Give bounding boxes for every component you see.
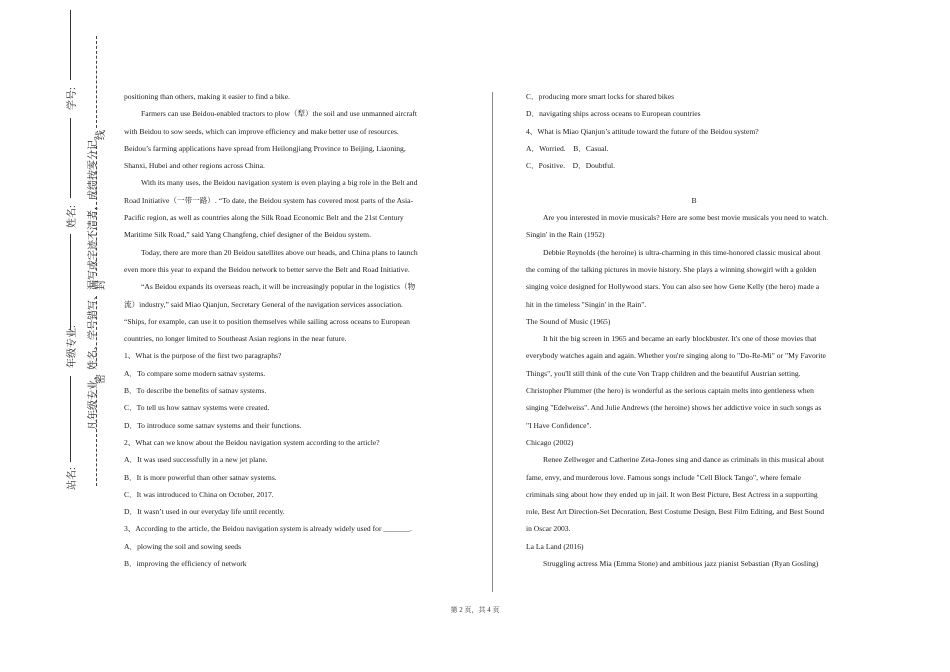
left-column — [124, 88, 480, 572]
option-3a: A．plowing the soil and sowing seeds — [124, 541, 242, 551]
seal-line-mid — [96, 296, 97, 366]
right-line: Debbie Reynolds (the heroine) is ultra-charming in this time-honored classic musical about — [543, 247, 821, 257]
option-3d: D．navigating ships across oceans to European countries — [526, 109, 701, 119]
station-line — [70, 376, 71, 462]
right-line: fame, envy, and murderous love. Famous songs include "Cell Block Tango", where female — [526, 472, 801, 482]
right-line: Are you interested in movie musicals? Here are some best movie musicals you need to watch. — [543, 213, 829, 223]
movie-title: Singin' in the Rain (1952) — [526, 230, 605, 240]
option-2c: C．It was introduced to China on October, 2017. — [124, 489, 274, 499]
left-line: With its many uses, the Beidou navigation system is even playing a big role in the Belt and — [141, 178, 418, 188]
right-line: role, Best Art Direction-Set Decoration, Best Costume Design, Best Film Editing, and Best Sound — [526, 507, 825, 517]
right-line: criminals sing about how they ended up in jail. It won Best Picture, Best Actress in a supporting — [526, 489, 818, 499]
right-line: the coming of the talking pictures in movie history. She plays a winning showgirl with a golden — [526, 264, 817, 274]
right-line: Struggling actress Mia (Emma Stone) and ambitious jazz pianist Sebastian (Ryan Gosling) — [543, 559, 819, 569]
seal-line-mid-upper — [96, 146, 97, 276]
question-4: 4、What is Miao Qianjun’s attitude toward the future of the Beidou system? — [526, 126, 759, 136]
left-line: 流）industry,” said Miao Qianjun, Secretary General of the navigation services association. — [124, 299, 403, 309]
left-line: Shanxi, Hubei and other regions across China. — [124, 161, 265, 171]
option-2a: A．It was used successfully in a new jet plane. — [124, 455, 268, 465]
left-line: Maritime Silk Road,” said Yang Changfeng, chief designer of the Beidou system. — [124, 230, 371, 240]
grade-major-label: 年级专业: — [67, 325, 78, 368]
left-line: with Beidou to sow seeds, which can improve efficiency and make better use of resources. — [124, 126, 399, 136]
column-divider — [492, 92, 493, 592]
movie-title: Chicago (2002) — [526, 437, 574, 447]
right-line: in Oscar 2003. — [526, 524, 571, 534]
left-line: “As Beidou expands its overseas reach, it will be increasingly popular in the logistics（物 — [141, 282, 416, 292]
right-line: singing voice designed for Hollywood stars. You can also see how Gene Kelly (the hero) made a — [526, 282, 820, 292]
question-1: 1、What is the purpose of the first two paragraphs? — [124, 351, 282, 361]
question-2: 2、What can we know about the Beidou navigation system according to the article? — [124, 437, 380, 447]
mi-mark: 密 — [96, 374, 107, 384]
student-id-line — [70, 10, 71, 80]
left-line: even more this year to expand the Beidou network to better serve the Belt and Road Initiative. — [124, 264, 410, 274]
right-line: everybody watches again and again. Whether you're singing along to "Do-Re-Mi" or "My Favorite — [526, 351, 826, 361]
student-id-label: 学号: — [67, 87, 78, 110]
option-1b: B．To describe the benefits of satnav systems. — [124, 386, 267, 396]
page-number: 第 2 页，共 4 页 — [450, 606, 500, 614]
binding-margin — [0, 0, 110, 672]
option-2b: B．It is more powerful than other satnav systems. — [124, 472, 277, 482]
blank-line — [526, 174, 862, 191]
xian-mark: 线 — [96, 130, 107, 140]
movie-title: La La Land (2016) — [526, 541, 584, 551]
right-line: Christopher Plummer (the hero) is wonderful as the serious captain melts into gentleness when — [526, 386, 814, 396]
seal-line-top — [96, 36, 97, 128]
right-line: singing "Edelweiss". And Julie Andrews (the heroine) shows her addictive voice in such songs as — [526, 403, 822, 413]
name-label: 姓名: — [67, 205, 78, 228]
option-4cd: C．Positive. D．Doubtful. — [526, 161, 616, 171]
option-1c: C．To tell us how satnav systems were created. — [124, 403, 270, 413]
option-1d: D．To introduce some satnav systems and their functions. — [124, 420, 302, 430]
notice-text: 凡年级专业、姓名、学号错写、漏写或字迹不清者，成绩按零分记。 — [88, 130, 99, 430]
grade-major-line — [70, 234, 71, 330]
left-line: Beidou’s farming applications have spread from Heilongjiang Province to Beijing, Liaoning, — [124, 143, 406, 153]
left-line: “Ships, for example, can use it to position themselves while sailing across oceans to European — [124, 316, 410, 326]
right-line: Things", you'll still think of the cute Von Trapp children and the beautiful Austrian setting. — [526, 368, 801, 378]
movie-title: The Sound of Music (1965) — [526, 316, 611, 326]
name-line — [70, 118, 71, 198]
right-line: It hit the big screen in 1965 and became an early blockbuster. It's one of those movies that — [543, 334, 817, 344]
station-label: 站名: — [67, 467, 78, 490]
option-3b: B．improving the efficiency of network — [124, 559, 247, 569]
left-line: Today, there are more than 20 Beidou satellites above our heads, and China plans to launch — [141, 247, 418, 257]
feng-mark: 封 — [96, 280, 107, 290]
option-4ab: A．Worried. B．Casual. — [526, 143, 609, 153]
right-line: Renee Zellweger and Catherine Zeta-Jones sing and dance as criminals in this musical about — [543, 455, 825, 465]
question-3: 3、According to the article, the Beidou navigation system is already widely used for _______. — [124, 524, 412, 534]
left-line: Road Initiative（一带一路）. “To date, the Beidou system has covered most parts of the Asia- — [124, 195, 414, 205]
right-column — [526, 88, 862, 572]
option-1a: A．To compare some modern satnav systems. — [124, 368, 266, 378]
left-line: Pacific region, as well as countries along the Silk Road Economic Belt and the 21st Century — [124, 213, 404, 223]
left-line: countries, no longer limited to Southeast Asian regions in the near future. — [124, 334, 347, 344]
seal-line-bottom — [96, 390, 97, 486]
left-line: positioning than others, making it easier to find a bike. — [124, 92, 290, 101]
left-line: Farmers can use Beidou-enabled tractors to plow（犁）the soil and use unmanned aircraft — [141, 109, 418, 119]
option-3c: C．producing more smart locks for shared bikes — [526, 92, 675, 101]
right-line: "I Have Confidence". — [526, 420, 592, 430]
section-b-heading: B — [691, 195, 697, 205]
option-2d: D．It wasn’t used in our everyday life until recently. — [124, 507, 285, 517]
right-line: hit in the timeless "Singin' in the Rain". — [526, 299, 647, 309]
